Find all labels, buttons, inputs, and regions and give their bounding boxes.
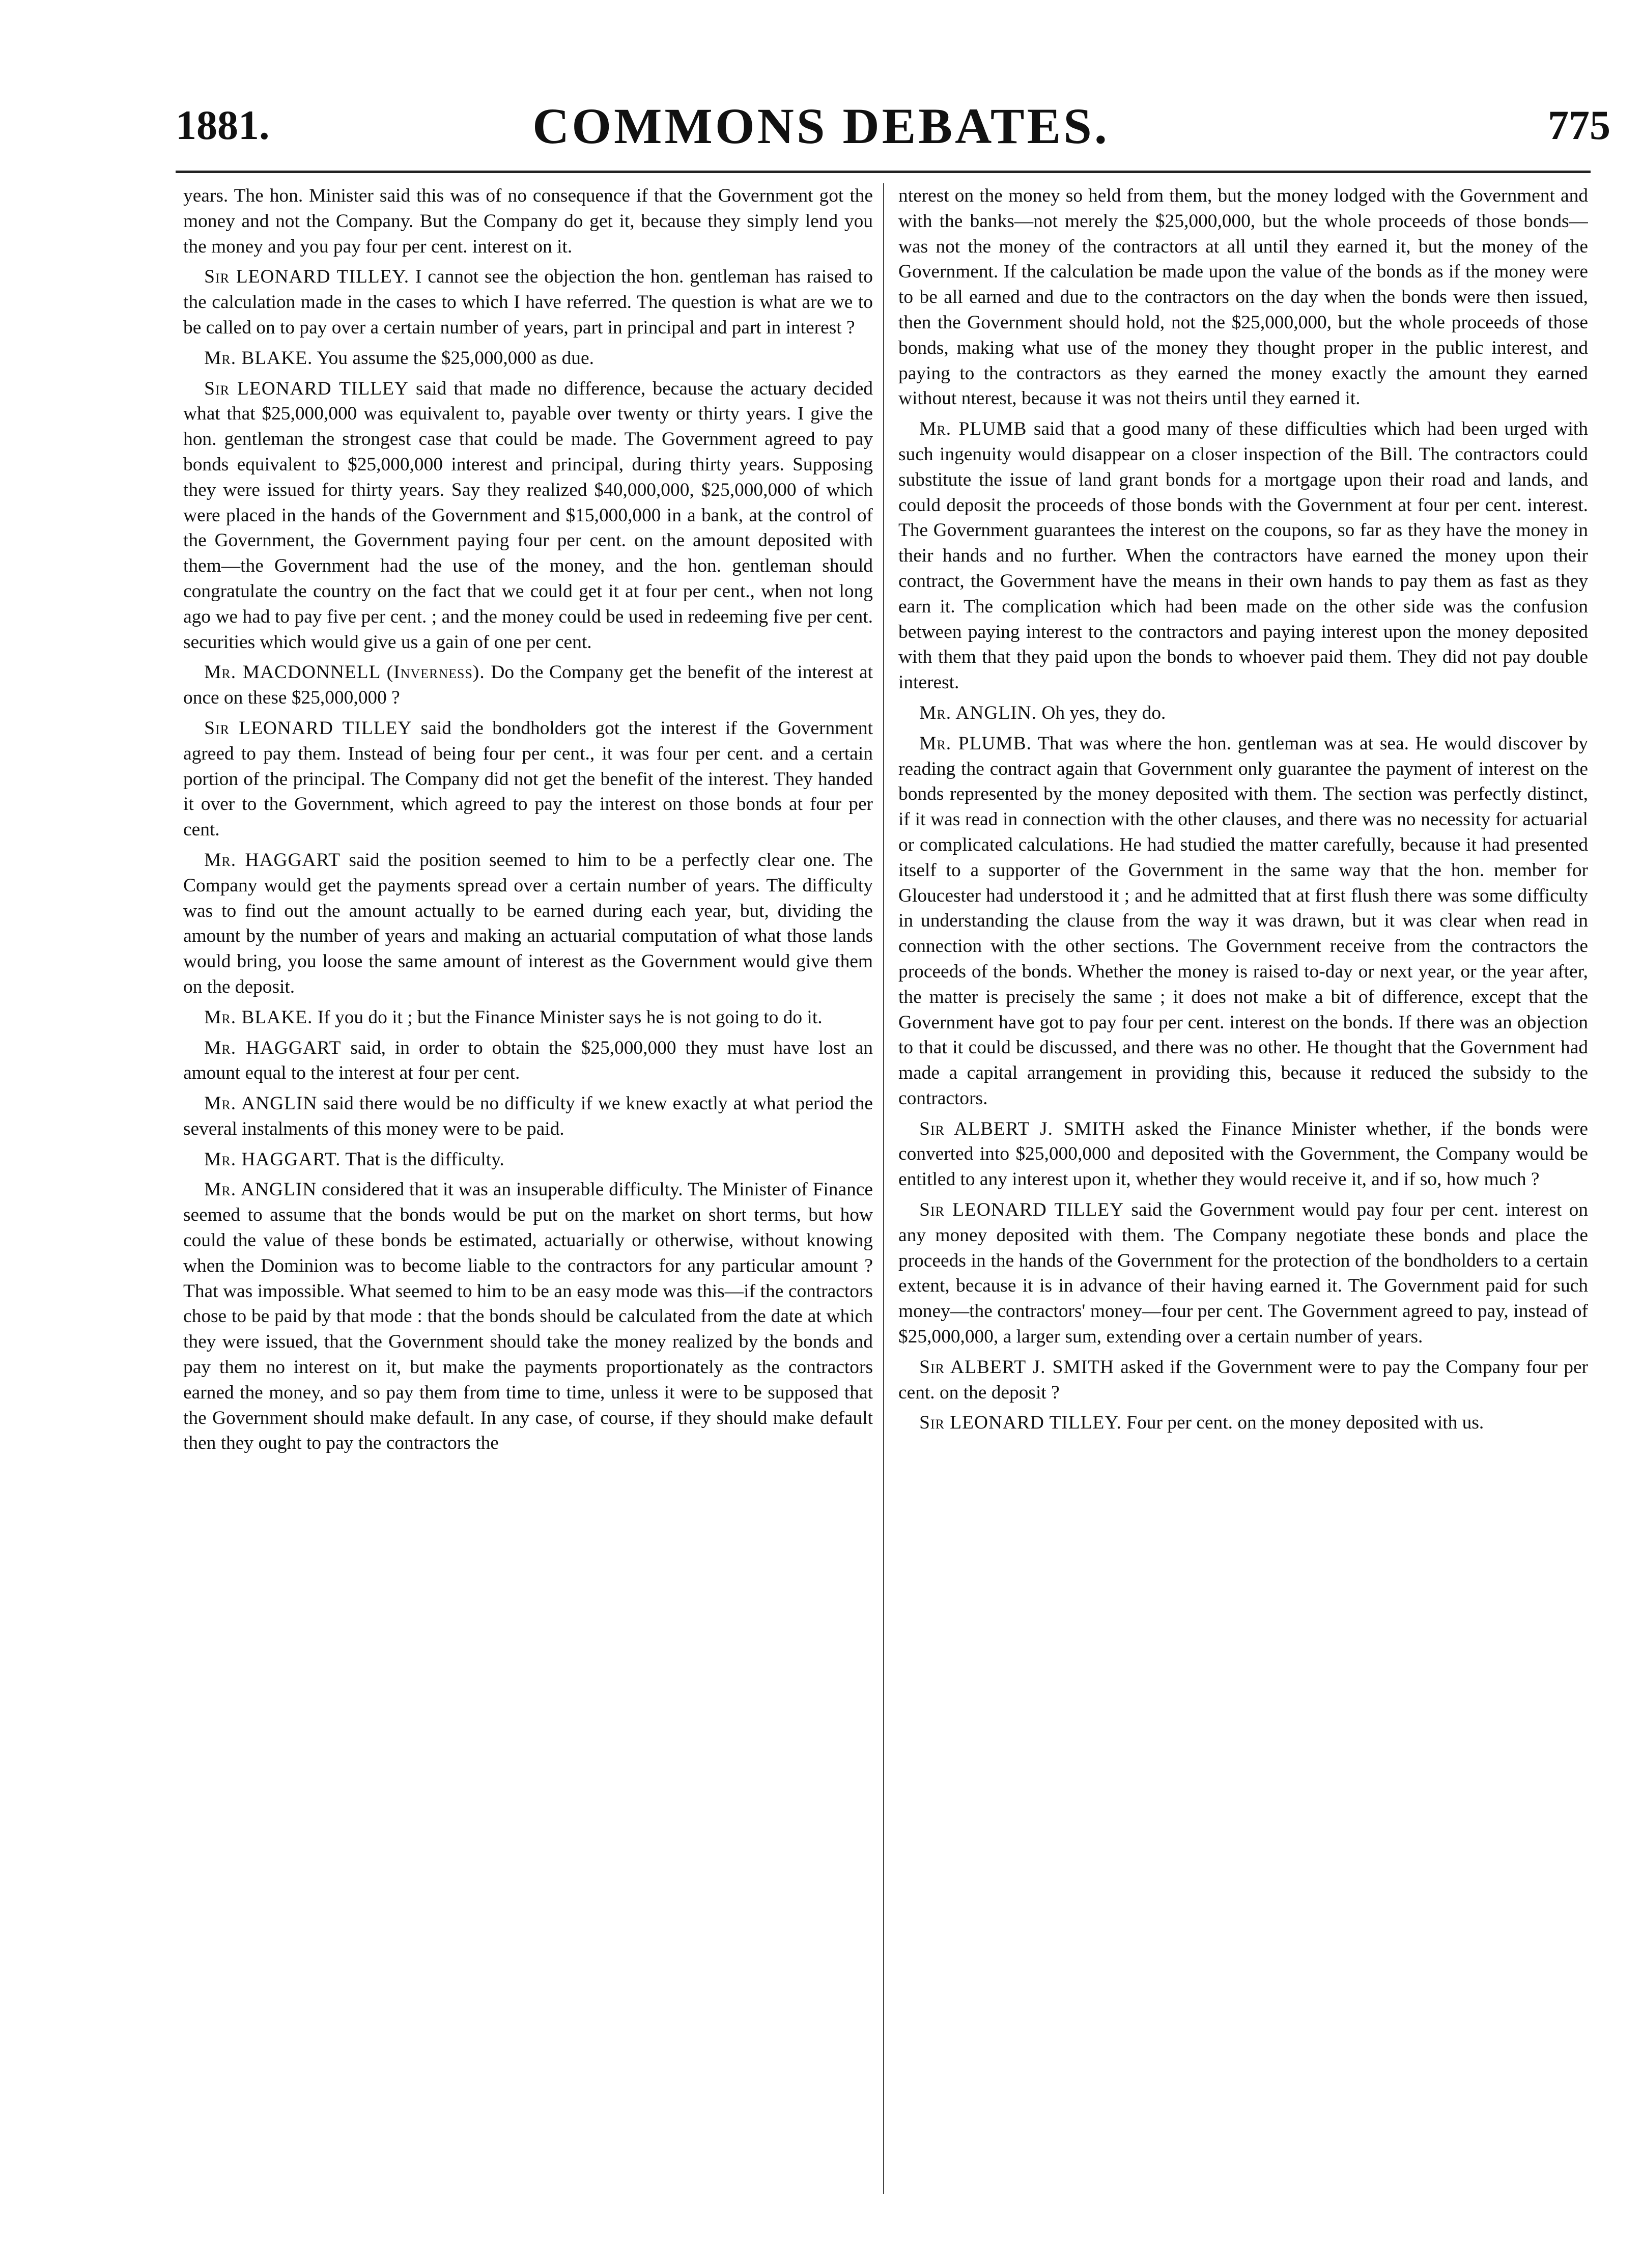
paragraph-text: asked if the Government were to pay the Company four per cent. on the deposit ? <box>898 1356 1588 1403</box>
paragraph <box>183 376 873 655</box>
speaker-name: Mr. ANGLIN <box>204 1093 318 1114</box>
paragraph-text: I cannot see the objection the hon. gentleman has raised to the calculation made in the cases to which I have referred. The question is what are we to be called on to pay over a certain number of years, part in principal and part in interest ? <box>183 266 873 338</box>
speaker-name: Mr. HAGGART. <box>204 1149 341 1170</box>
paragraph-text: said the position seemed to him to be a perfectly clear one. The Company would get the payments spread over a certain number of years. The difficulty was to find out the amount actually to be earned during each year, but, dividing the amount by the number of years and making an actuarial computation of what those lands would bring, you loose the same amount of interest as the Government would give them on the deposit. <box>183 849 873 997</box>
speaker-name: Sir ALBERT J. SMITH <box>919 1356 1115 1378</box>
speaker-name: Mr. BLAKE. <box>204 347 313 369</box>
paragraph <box>898 1197 1588 1350</box>
header-title: COMMONS DEBATES. <box>532 98 1110 154</box>
paragraph <box>183 1177 873 1456</box>
paragraph-text: nterest on the money so held from them, but the money lodged with the Government and with the banks—not merely the $25,000,000, but the whole proceeds of those bonds—was not the money of the contractors at all until they earned it, but the money of the Government. If the calculation be made upon the value of the bonds as if the money were to be all earned and due to the contractors on the day when the bonds were then issued, then the Government should hold, not the $25,000,000, but the whole proceeds of those bonds, making what use of the money they thought proper in the public interest, and paying to the contractors as they earned the money exactly the amount they earned without nterest, because it was not theirs until they earned it. <box>898 185 1588 409</box>
paragraph-text: considered that it was an insuperable difficulty. The Minister of Finance seemed to assume that the bonds would be put on the market on short terms, but how could the value of these bonds be estimated, actuarially or otherwise, without knowing when the Dominion was to become liable to the contractors for any particular amount ? That was impossible. What seemed to him to be an easy mode was this—if the contractors chose to be paid by that mode : that the bonds should be calculated from the date at which they were issued, that the Government should take the money realized by the bonds and pay them no interest on it, but make the payments proportionately as the contractors earned the money, and so pay them from time to time, unless it were to be supposed that the Government should make default. In any case, of course, if they should make default then they ought to pay the contractors the <box>183 1179 873 1454</box>
header-rule <box>176 171 1591 173</box>
paragraph <box>183 346 873 371</box>
paragraph <box>183 660 873 711</box>
speaker-name: Mr. PLUMB. <box>919 733 1032 754</box>
header-year: 1881. <box>176 102 270 148</box>
paragraph-text: said the Government would pay four per cent. interest on any money deposited with them. The Company negotiate these bonds and place the proceeds in the hands of the Government for the protection of the bondholders to a certain extent, because it is in advance of their having earned it. The Government paid for such money—the contractors' money—four per cent. The Government agreed to pay, instead of $25,000,000, a larger sum, extending over a certain number of years. <box>898 1199 1588 1348</box>
speaker-name: Sir ALBERT J. SMITH <box>919 1118 1125 1139</box>
speaker-name: Mr. ANGLIN <box>204 1179 317 1200</box>
paragraph <box>898 416 1588 695</box>
paragraph-text: Oh yes, they do. <box>1041 702 1166 723</box>
paragraph <box>898 1355 1588 1406</box>
paragraph <box>898 1410 1588 1436</box>
paragraph-text: said, in order to obtain the $25,000,000 they must have lost an amount equal to the interest at four per cent. <box>183 1037 873 1084</box>
paragraph <box>898 731 1588 1111</box>
paragraph-text: asked the Finance Minister whether, if the bonds were converted into $25,000,000 and deposited with the Government, the Company would be entitled to any interest upon it, whether they would receive it, and if so, how much ? <box>898 1118 1588 1190</box>
paragraph-text: You assume the $25,000,000 as due. <box>317 347 594 369</box>
speaker-name: Sir LEONARD TILLEY <box>204 378 409 399</box>
paragraph <box>183 183 873 259</box>
paragraph <box>183 848 873 1000</box>
paragraph-text: said there would be no difficulty if we knew exactly at what period the several instalments of this money were to be paid. <box>183 1093 873 1139</box>
paragraph <box>183 264 873 340</box>
speaker-name: Sir LEONARD TILLEY. <box>204 266 410 288</box>
speaker-name: Mr. PLUMB <box>919 418 1027 440</box>
speaker-name: Sir LEONARD TILLEY. <box>919 1412 1122 1434</box>
paragraph <box>898 1116 1588 1192</box>
speaker-name: Mr. HAGGART <box>204 1037 342 1058</box>
paragraph-text: said the bondholders got the interest if the Government agreed to pay them. Instead of being four per cent., it was four per cent. and a certain portion of the principal. The Company did not get the benefit of the interest. They handed it over to the Government, which agreed to pay the interest on those bonds at four per cent. <box>183 717 873 841</box>
right-column <box>898 183 1588 2194</box>
header-page-number: 775 <box>1548 102 1610 148</box>
left-column <box>183 183 873 2194</box>
paragraph-text: said that a good many of these difficulties which had been urged with such ingenuity would disappear on a closer inspection of the Bill. The contractors could substitute the issue of land grant bonds for a mortgage upon their road and lands, and could deposit the proceeds of those bonds with the Government at four per cent. interest. The Government guarantees the interest on the coupons, so far as they have the money in their hands and no further. When the contractors have earned the money upon their contract, the Government have the means in their own hands to pay them as fast as they earn it. The complication which had been made on the other side was the confusion between paying interest to the contractors and paying interest upon the money deposited with them that they paid upon the bonds to whoever paid them. They did not pay double interest. <box>898 418 1588 693</box>
speaker-name: Mr. HAGGART <box>204 849 341 871</box>
speaker-name: Sir LEONARD TILLEY <box>919 1199 1124 1221</box>
paragraph <box>898 701 1588 726</box>
speaker-name: Mr. ANGLIN. <box>919 702 1037 723</box>
paragraph <box>183 1035 873 1086</box>
paragraph-text: said that made no difference, because the actuary decided what that $25,000,000 was equivalent to, payable over twenty or thirty years. I give the hon. gentleman the strongest case that could be made. The Government agreed to pay bonds equivalent to $25,000,000 interest and principal, during thirty years. Supposing they were issued for thirty years. Say they realized $40,000,000, $25,000,000 of which were placed in the hands of the Government and $15,000,000 in a bank, at the control of the Government, the Government paying four per cent. on the amount deposited with them—the Government had the use of the money, and the hon. gentleman should congratulate the country on the fact that we could get it at four per cent., when not long ago we had to pay five per cent. ; and the money could be used in redeeming five per cent. securities which would give us a gain of one per cent. <box>183 378 873 653</box>
speaker-name: Mr. MACDONNELL (Inverness). <box>204 662 485 683</box>
speaker-name: Mr. BLAKE. <box>204 1006 313 1028</box>
paragraph-text: That is the difficulty. <box>345 1149 504 1170</box>
paragraph-text: Do the Company get the benefit of the interest at once on these $25,000,000 ? <box>183 662 873 709</box>
paragraph <box>183 1147 873 1172</box>
paragraph-text: Four per cent. on the money deposited with us. <box>1126 1412 1484 1434</box>
column-divider <box>883 183 884 2194</box>
paragraph <box>183 1091 873 1142</box>
paragraph-text: If you do it ; but the Finance Minister says he is not going to do it. <box>317 1006 823 1028</box>
paragraph-text: years. The hon. Minister said this was of no consequence if that the Government got the money and not the Company. But the Company do get it, because they simply lend you the money and you pay four per cent. interest on it. <box>183 185 873 257</box>
paragraph <box>183 1005 873 1030</box>
paragraph-text: That was where the hon. gentleman was at sea. He would discover by reading the contract again that Government only guarantee the payment of interest on the bonds represented by the money deposited with them. The section was perfectly distinct, if it was read in connection with the other clauses, and there was no necessity for actuarial or complicated calculations. He had studied the matter carefully, because it had presented itself to a supporter of the Government in the same way that the hon. member for Gloucester had understood it ; and he admitted that at first flush there was some difficulty in understanding the clause from the way it was drawn, but it was clear when read in connection with the other sections. The Government receive from the contractors the proceeds of the bonds. Whether the money is raised to-day or next year, or the year after, the matter is precisely the same ; it does not make a bit of difference, except that the Government have got to pay four per cent. interest on the bonds. If there was an objection to that it could be discussed, and there was no other. He thought that the Government had made a capital arrangement in providing this, because it reduced the subsidy to the contractors. <box>898 733 1588 1109</box>
speaker-name: Sir LEONARD TILLEY <box>204 717 412 739</box>
paragraph <box>183 716 873 843</box>
paragraph <box>898 183 1588 411</box>
